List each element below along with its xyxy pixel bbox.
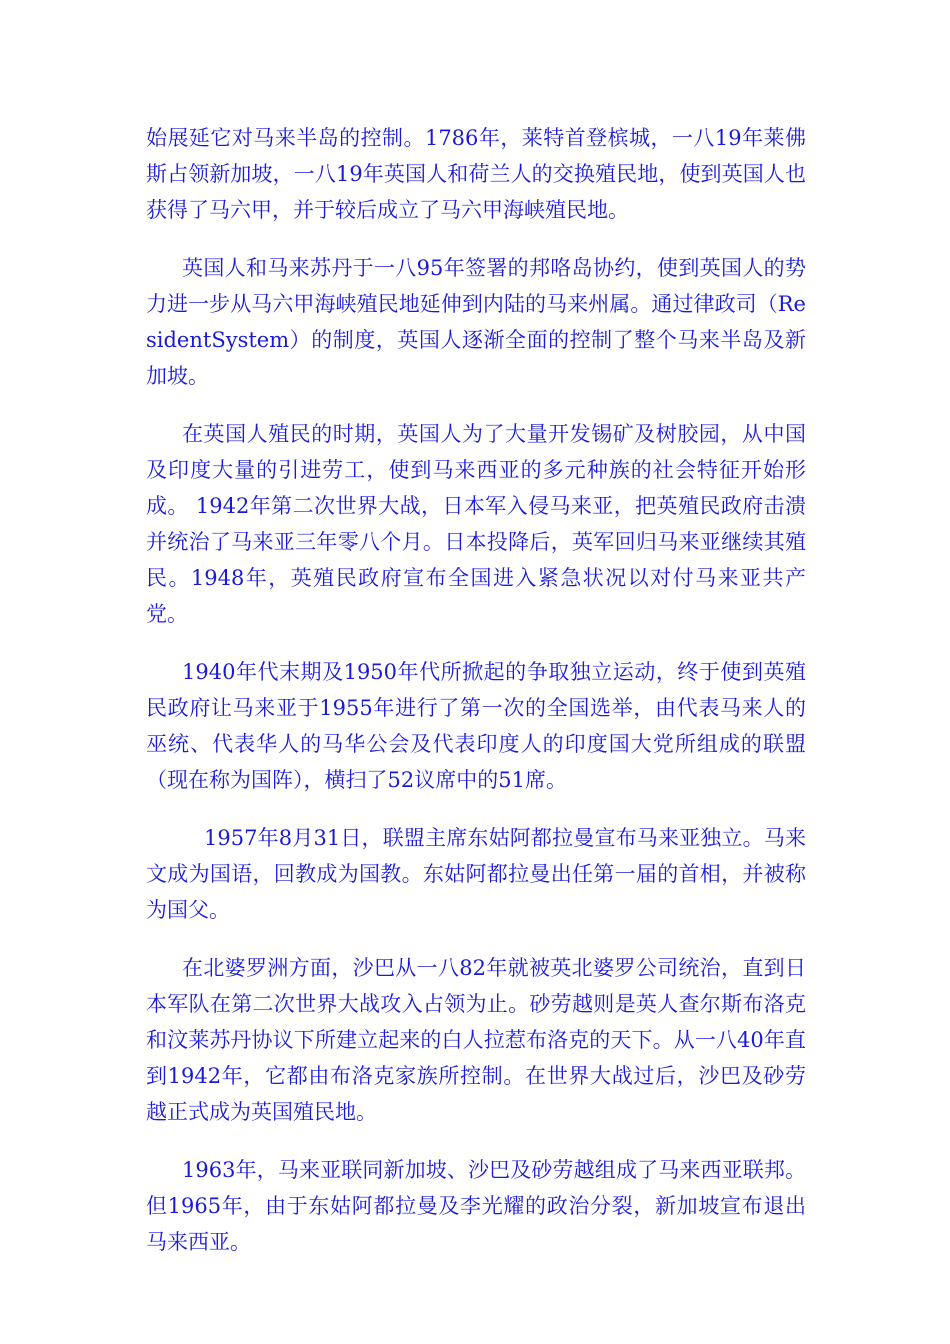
paragraph-1: 始展延它对马来半岛的控制。1786年，莱特首登槟城，一八19年莱佛斯占领新加坡，一八19年英国人和荷兰人的交换殖民地，使到英国人也获得了马六甲，并于较后成立了马六甲海峡殖民地。 [146, 126, 806, 222]
paragraph-4: 1940年代末期及1950年代所掀起的争取独立运动，终于使到英殖民政府让马来亚于1955年进行了第一次的全国选举，由代表马来人的巫统、代表华人的马华公会及代表印度人的印度国大党所组成的联盟（现在称为国阵），横扫了52议席中的51席。 [146, 660, 806, 792]
paragraph-7: 1963年，马来亚联同新加坡、沙巴及砂劳越组成了马来西亚联邦。但1965年，由于东姑阿都拉曼及李光耀的政治分裂，新加坡宣布退出马来西亚。 [146, 1158, 806, 1254]
paragraph-5: 1957年8月31日，联盟主席东姑阿都拉曼宣布马来亚独立。马来文成为国语，回教成为国教。东姑阿都拉曼出任第一届的首相，并被称为国父。 [146, 826, 806, 922]
paragraph-2: 英国人和马来苏丹于一八95年签署的邦咯岛协约，使到英国人的势力进一步从马六甲海峡殖民地延伸到内陆的马来州属。通过律政司（ResidentSystem）的制度，英国人逐渐全面的控制了整个马来半岛及新加坡。 [146, 256, 806, 388]
paragraph-6: 在北婆罗洲方面，沙巴从一八82年就被英北婆罗公司统治，直到日本军队在第二次世界大战攻入占领为止。砂劳越则是英人查尔斯布洛克和汶莱苏丹协议下所建立起来的白人拉惹布洛克的天下。从一八40年直到1942年，它都由布洛克家族所控制。在世界大战过后，沙巴及砂劳越正式成为英国殖民地。 [146, 956, 806, 1124]
paragraph-3: 在英国人殖民的时期，英国人为了大量开发锡矿及树胶园，从中国及印度大量的引进劳工，使到马来西亚的多元种族的社会特征开始形成。 1942年第二次世界大战，日本军入侵马来亚，把英殖民政府击溃并统治了马来亚三年零八个月。日本投降后，英军回归马来亚继续其殖民。1948年，英殖民政府宣布全国进入紧急状况以对付马来亚共产党。 [146, 422, 806, 626]
document-body [146, 120, 806, 1282]
